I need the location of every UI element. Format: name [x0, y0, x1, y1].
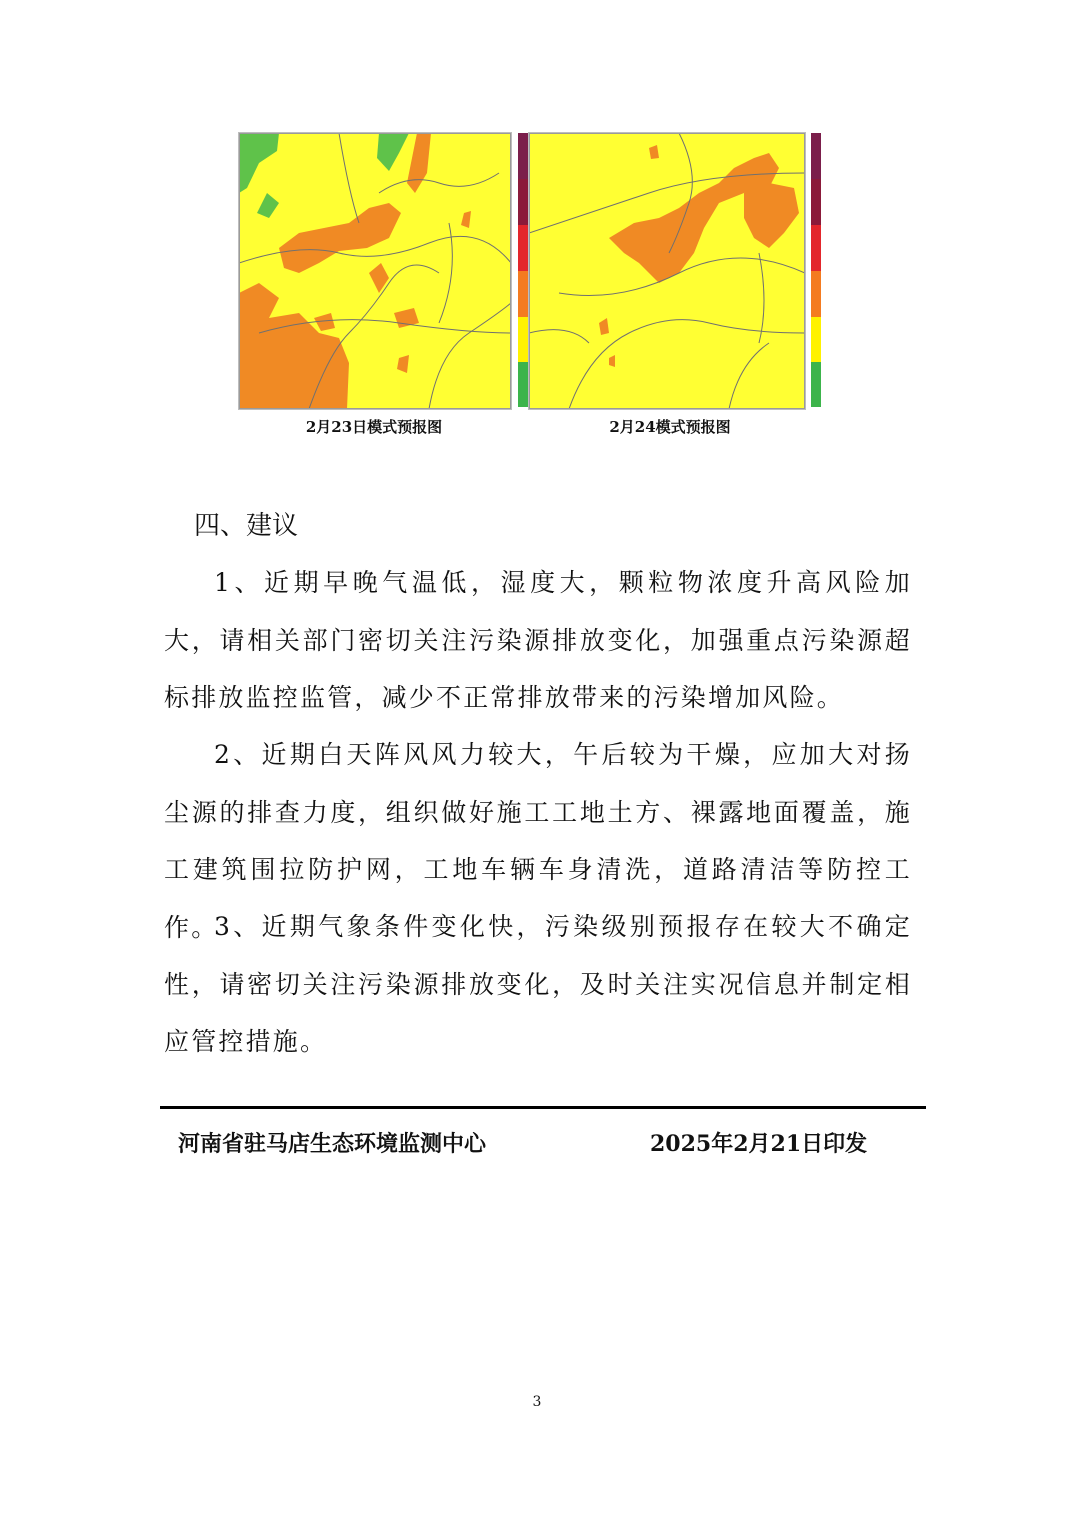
- issue-date: 2025年2月21日印发: [650, 1131, 868, 1157]
- page-number: 3: [532, 1394, 542, 1410]
- paragraph-2: 2、近期白天阵风风力较大，午后较为干燥，应加大对扬尘源的排查力度，组织做好施工工地土方、裸露地面覆盖，施工建筑围拉防护网，工地车辆车身清洗，道路清洁等防控工作。: [164, 740, 912, 942]
- figure-caption-2: 2月24模式预报图: [609, 418, 731, 436]
- paragraph-3: 3、近期气象条件变化快，污染级别预报存在较大不确定性，请密切关注污染源排放变化，及时关注实况信息并制定相应管控措施。: [164, 912, 912, 1056]
- forecast-map-feb23: [238, 132, 512, 410]
- paragraph-1: 1、近期早晚气温低，湿度大，颗粒物浓度升高风险加大，请相关部门密切关注污染源排放变化，加强重点污染源超标排放监控监管，减少不正常排放带来的污染增加风险。: [164, 568, 912, 712]
- legend-colorbar-1: [518, 133, 528, 407]
- legend-colorbar-2: [811, 133, 821, 407]
- figure-caption-1: 2月23日模式预报图: [305, 418, 443, 436]
- footer-divider: [160, 1106, 926, 1109]
- issuing-organization: 河南省驻马店生态环境监测中心: [178, 1131, 487, 1157]
- section-heading: 四、建议: [194, 511, 299, 541]
- forecast-map-feb24: [528, 132, 806, 410]
